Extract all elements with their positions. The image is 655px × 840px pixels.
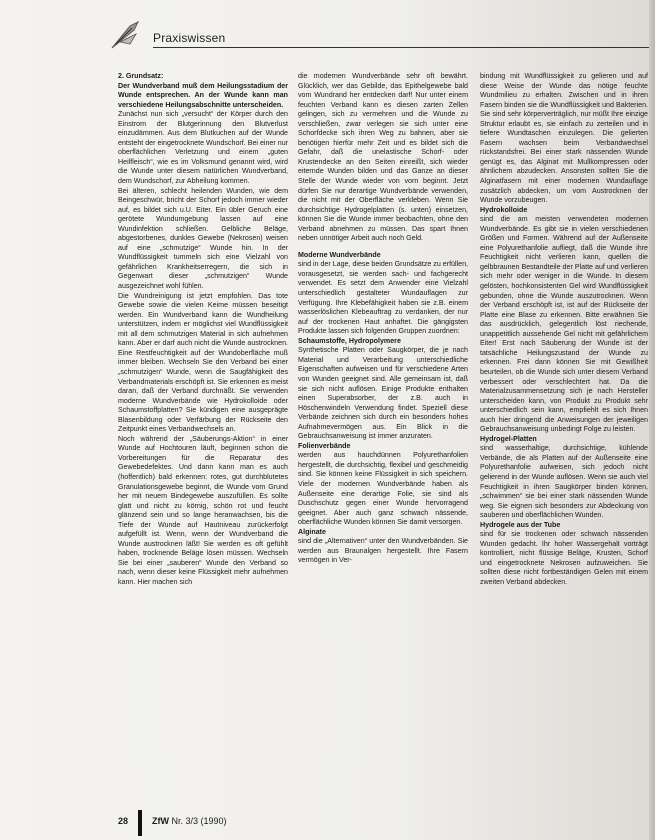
page-edge-shadow [649,0,655,840]
column1-paragraph: Zunächst nun sich „versucht“ der Körper durch den Einstrom der Blutgerinnung den Blutverlust einzudämmen. Aus dem Blutkuchen auf der Wunde entsteht der eingetrocknete Wundschorf. Bei einer nur oberflächlichen Verletzung und einem „guten Heilfleisch“, wie es im Volksmund genannt wird, wird die Wunde unter diesem natürlichen Wundverband, dem Wundschorf, zur Abheilung kommen. [118,110,288,186]
journal-reference [152,816,227,826]
column3-paragraph: sind für sie trockenen oder schwach nässenden Wunden gedacht. Ihr hoher Wassergehalt vorträgt kontrolliert, nicht flüssige Beläge, Krusten, Schorf und eingetrocknete Nekrosen aufzuweichen. Sie sollten diese nicht fortbeständigen Gelen mit einem zweiten Verband abdecken. [480,530,648,586]
column1-lead: Der Wundverband muß dem Heilungsstadium der Wunde entsprechen. An der Wunde kann man verschiedene Heilungsabschnitte unterscheiden. [118,81,288,109]
column3-heading: Hydrogele aus der Tube [480,520,561,529]
column3-paragraph: sind die am meisten verwendeten modernen Wundverbände. Es gibt sie in vielen verschiedenen Größen und Formen. Während auf der Außenseite eine Polyurethanfolie aufliegt, daß die Wunde ihre Feuchtigkeit nicht verlieren kann, quellen die gelbbraunen Bestandteile der Platte auf und verlieren sich mehr oder weniger in die Wunde. In diesem gelösten, hochkonsistenten Gel wird Wundflüssigkeit gebunden, ohne die Wunde auszutrocknen. Wenn der Verband erschöpft ist, ist auf der Rückseite der Platte eine Blase zu erkennen. Bitte erwähnen Sie das ausdrücklich, gelegentlich löst riechende, unappetitlich aussehende Gel nicht mit gefährlichem Eiter! Erst nach Säuberung der Wunde ist der tatsächliche Heilungszustand der Wunde zu erkennen. Frei dann können Sie mit Gewißheit beurteilen, ob die Wunde sich unter diesem Verband verbessert oder verschlechtert hat. Da die Materialzusammensetzung sich je nach Hersteller unterscheiden kann, von Produkt zu Produkt sehr unterschiedlich sein kann, empfiehlt es sich Ihnen auch hier dringend die Anweisungen der jeweiligen Gebrauchsanweisung unbedingt Folge zu leisten. [480,215,648,434]
section-title: Praxiswissen [153,31,226,45]
header-rule [153,47,653,48]
column1-paragraph: Bei älteren, schlecht heilenden Wunden, wie dem Beingeschwür, bricht der Schorf jedoch immer wieder auf, es bildet sich u.U. Eiter. Ein übler Geruch eine gerötete Wundumgebung lassen auf eine Wundinfektion schließen. Gelbliche Beläge, abgestorbenes, dunkles Gewebe (Nekrosen) weisen auf eine „schmutzige“ Wunde hin. In der Wundflüssigkeit tummeln sich eine Vielzahl von gefährlichen Krankheitserregern, die sich in Gegenwart dieser „schmutzigen“ Wunde ausgezeichnet wohl fühlen. [118,186,288,291]
text-column-3 [480,72,648,804]
column3-heading: Hydrogel-Platten [480,434,537,443]
column3-heading: Hydrokolloide [480,205,528,214]
page-number: 28 [118,816,129,826]
feather-logo-icon [108,18,142,52]
column1-paragraph: Die Wundreinigung ist jetzt empfohlen. Das tote Gewebe sowie die vielen Keime müssen beseitigt werden. Ein Wundverband kann die Wundheilung unterstützen, indem er möglichst viel Wundflüssigkeit mit all dem schmutzigen Material in sich aufnehmen kann. Aber er darf auch nicht die Wunde austrocknen. Eine Restfeuchtigkeit auf der Wundoberfläche muß immer bleiben. Wechseln Sie den Verband bei einer „schmutzigen“ Wunde, wenn die Saugfähigkeit des Verbandmaterials erschöpft ist. Sie erkennen es meist daran, daß der Verband durchnäßt. Sie verwenden moderne Wundverbände wie Hydrokolloide oder Schaumstoffplatten? Sie kündigen eine ausgeprägte Blasenbildung oder Verfärbung der Rückseite den Zeitpunkt eines Verbandwechsels an. [118,291,288,434]
column2-heading: Alginate [298,527,326,536]
journal-abbr: ZfW [152,816,169,826]
column2-paragraph: sind in der Lage, diese beiden Grundsätze zu erfüllen, vorausgesetzt, sie werden sach- und fachgerecht verwendet. Es setzt dem Anwender eine Vielzahl unterschiedlich gestalteter Wundauflagen zur Verfügung. Ihre Klebefähigkeit haben sie z.B. einem wasserlöslichen Klebeauftrag zu verdanken, der nur auf der trockenen Haut anhaftet. Die gängigsten Produkte lassen sich folgenden Gruppen zuordnen: [298,260,468,336]
column2-heading: Folienverbände [298,441,351,450]
column3-paragraph: sind wasserhaltige, durchsichtige, kühlende Verbände, die als Platten auf der Außenseite eine Polyurethanfolie aufweisen, sich jedoch nicht gelierend in der Wunde auflösen. Wenn sie auch viel Feuchtigkeit in ihren Saugkörper binden können, „schwimmen“ sie bei einer stark nässenden Wunde weg. Sie eignen sich besonders zur Abdeckung von sauberen und oberflächlichen Wunden. [480,444,648,520]
page-header [0,0,655,70]
text-column-1 [118,72,288,804]
column2-paragraph: Synthetische Platten oder Saugkörper, die je nach Material und Verarbeitung unterschiedliche Eigenschaften aufweisen und für verschiedene Arten von Wunden geeignet sind. Alle gemeinsam ist, daß sie sich nicht auflösen. Einige Produkte enthalten einen Superabsorber, der z.B. auch in Höschenwindeln Verwendung findet. Speziell diese Verbände zeichnen sich durch ein besonders hohes Aufnahmevermögen aus. Ein Blick in die Gebrauchsanweisung ist immer anzuraten. [298,346,468,441]
column2-paragraph: die modernen Wundverbände sehr oft bewährt. Glücklich, wer das Gebilde, das Epithelgewebe bald vom Wundrand her entdecken darf! Nur unter einem feuchten Verband kann es diesen zarten Zellen gelingen, sich zu vermehren und die Wunde zu verschließen, zwar verlegen sie sich unter eine Schorfdecke sich ihren Weg zu bahnen, aber sie benötigen hierfür mehr Zeit und es bildet sich die Gefahr, daß die unelastische Schorf- oder Krustendecke an den Seiten einreißt, sich wieder eiternde Wunden bilden und das Ganze an dieser Stelle der Wunde wieder von vorn beginnt. Jetzt dürfen Sie nur derartige Wundverbände verwenden, die nicht mit der Oberfläche verkleben. Wenn Sie durchsichtige Hydrogelplatten (s. unten) einsetzen, können Sie die Wunde immer beobachten, ohne den Verband abnehmen zu müssen. Das spart Ihnen neben unnötiger Arbeit auch noch Geld. [298,72,468,243]
column2-heading: Moderne Wundverbände [298,250,381,259]
column2-heading: Schaumstoffe, Hydropolymere [298,336,401,345]
column1-heading: 2. Grundsatz: [118,72,164,80]
page-footer [118,810,518,838]
column1-paragraph: Noch während der „Säuberungs-Aktion“ in einer Wunde auf Hochtouren läuft, beginnen schon die Vorbereitungen für die Reparatur des Gewebedefektes. Und dann kann man es auch (hoffentlich) bald erkennen: rotes, gut durchblutetes Granulationsgewebe beginnt, die Wunde vom Grund her mit neuem Bindegewebe auszufüllen. Es sollte glatt und nicht zu körnig, schön rot und feucht glänzend sein und so lange heranwachsen, bis die Tiefe der Wunde auf Hautniveau zurückerfolgt aufgefüllt ist. Wenn, wenn der Wundverband die Wunde austrocknen läßt! Sie werden es oft gefühlt haben, trocknende Beläge lösen müssen. Wechseln Sie bei einer „sauberen“ Wunde den Verband so nach, wenn dieser keine Flüssigkeit mehr aufnehmen kann. Hier machen sich [118,434,288,586]
footer-divider [138,810,142,836]
column2-paragraph: sind die „Alternativen“ unter den Wundverbänden. Sie werden aus Braunalgen hergestellt. Ihre Fasern vermögen in Ver- [298,537,468,565]
column3-paragraph: bindung mit Wundflüssigkeit zu gelieren und auf diese Weise der Wunde das nötige feuchte Wundmilieu zu erhalten. Zwischen und in ihren Fasern binden sie die Wundflüssigkeit und Bakterien. Sie sind sehr körperverträglich, nur müßt Ihre einzige Struktur erlaubt es, sie einfach zu zerteilen und in tiefere Wundtaschen einzulegen. Die gelierten Fasern wachsen beim Verbandwechsel rückstandsfrei. Bei einer stark nässenden Wunde genügt es, das Alginat mit Mullkompressen oder ähnlichem abzudecken. Ansonsten sollten Sie die Alginatfasern mit einer modernen Wundauflage zusätzlich abdecken, um vom Austrocknen der Wunde vorzubeugen. [480,72,648,205]
text-column-2 [298,72,468,804]
journal-issue: Nr. 3/3 (1990) [171,816,227,826]
column2-paragraph: werden aus hauchdünnen Polyurethanfolien hergestellt, die durchsichtig, flexibel und geschmeidig sind. Sie können keine Flüssigkeit in sich speichern. Viele der modernen Wundverbände haben als Außenseite eine derartige Folie, sie sind als Duschschutz gegen einer Wunde hervorragend geeignet. Aber auch ganz schwach nässende, oberflächliche Wunden können Sie damit versorgen. [298,451,468,527]
